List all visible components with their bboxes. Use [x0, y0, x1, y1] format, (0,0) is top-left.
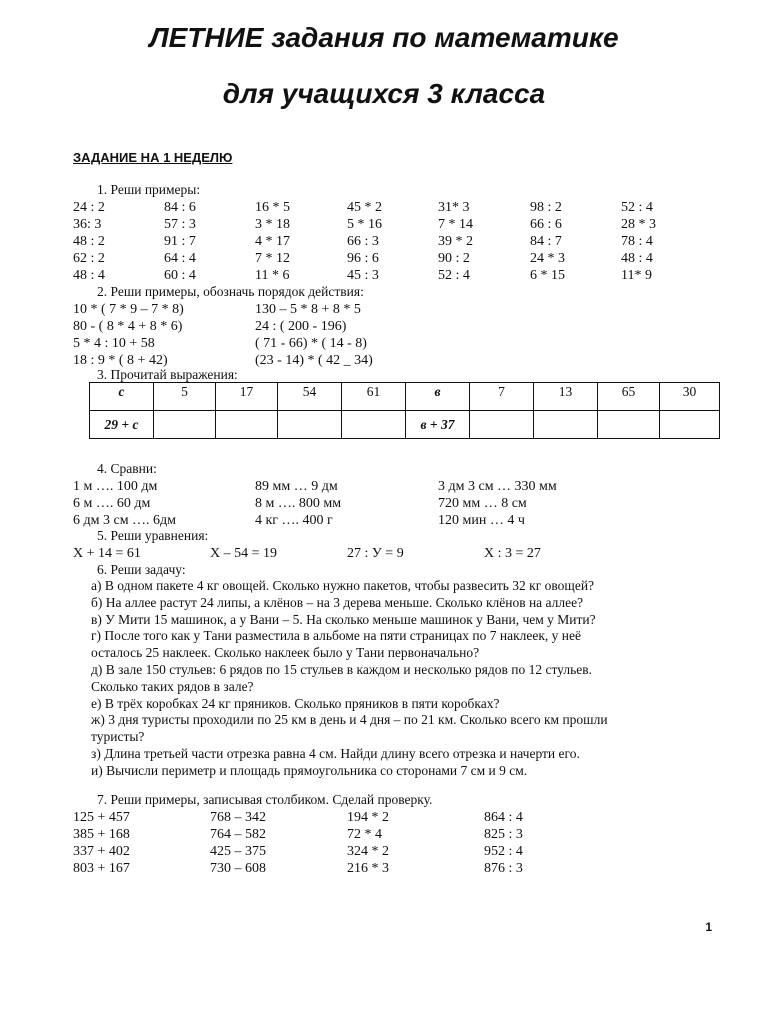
example-cell: 24 * 3: [530, 251, 565, 266]
exercise-7-heading: 7. Реши примеры, записывая столбиком. Сделай проверку.: [97, 792, 433, 807]
example-cell: 98 : 2: [530, 200, 562, 215]
result-cell: [598, 411, 660, 439]
column-example-cell: 324 * 2: [347, 844, 389, 859]
equation-cell: Х : 3 = 27: [484, 546, 541, 561]
page-title: ЛЕТНИЕ задания по математике: [149, 22, 619, 53]
column-example-cell: 337 + 402: [73, 844, 130, 859]
value-text: 17: [239, 384, 254, 399]
task-line: осталось 25 наклеек. Сколько наклеек было у Тани первоначально?: [91, 645, 480, 661]
comparison-cell: 4 кг …. 400 г: [255, 513, 333, 528]
value-text: 7: [498, 384, 505, 399]
example-cell: 39 * 2: [438, 234, 473, 249]
equation-cell: Х + 14 = 61: [73, 546, 141, 561]
exercise-2-heading: 2. Реши примеры, обозначь порядок действия:: [97, 284, 364, 299]
task-line: в) У Мити 15 машинок, а у Вани – 5. На сколько меньше машинок у Вани, чем у Мити?: [91, 611, 596, 627]
expression-cell: ( 71 - 66) * ( 14 - 8): [255, 336, 367, 351]
column-example-cell: 385 + 168: [73, 827, 130, 842]
result-cell: [154, 411, 216, 439]
value-cell: [660, 383, 720, 411]
value-text: 61: [366, 384, 381, 399]
value-cell: [342, 383, 406, 411]
exercise-6-heading: 6. Реши задачу:: [97, 562, 186, 577]
exercise-1-heading: 1. Реши примеры:: [97, 182, 201, 197]
comparison-cell: 89 мм … 9 дм: [255, 479, 338, 494]
expression-table-values-row: [90, 383, 720, 411]
column-example-cell: 730 – 608: [210, 861, 266, 876]
example-cell: 16 * 5: [255, 200, 290, 215]
example-cell: 66 : 6: [530, 217, 562, 232]
column-example-cell: 72 * 4: [347, 827, 382, 842]
example-cell: 91 : 7: [164, 234, 196, 249]
example-cell: 48 : 2: [73, 234, 105, 249]
example-cell: 5 * 16: [347, 217, 382, 232]
example-cell: 78 : 4: [621, 234, 653, 249]
example-cell: 60 : 4: [164, 268, 196, 283]
comparison-cell: 8 м …. 800 мм: [255, 496, 342, 511]
value-cell: [154, 383, 216, 411]
result-cell: [342, 411, 406, 439]
example-cell: 11* 9: [621, 268, 652, 283]
task-line: ж) 3 дня туристы проходили по 25 км в день и 4 дня – по 21 км. Сколько всего км прошли: [91, 712, 608, 728]
expression-cell: 18 : 9 * ( 8 + 42): [73, 353, 168, 368]
task-line: г) После того как у Тани разместила в альбоме на пяти страницах по 7 наклеек, у неё: [91, 628, 581, 644]
task-line: а) В одном пакете 4 кг овощей. Сколько нужно пакетов, чтобы развесить 32 кг овощей?: [91, 578, 595, 593]
column-example-cell: 125 + 457: [73, 810, 130, 825]
task-line: д) В зале 150 стульев: 6 рядов по 15 стульев в каждом и несколько рядов по 12 стульев.: [91, 662, 592, 677]
result-text: 29 + с: [104, 417, 139, 432]
example-cell: 3 * 18: [255, 217, 290, 232]
example-cell: 28 * 3: [621, 217, 656, 232]
value-text: в: [434, 384, 441, 399]
comparison-cell: 120 мин … 4 ч: [438, 513, 525, 528]
example-cell: 64 : 4: [164, 251, 196, 266]
example-cell: 52 : 4: [621, 200, 653, 215]
comparison-cell: 720 мм … 8 см: [438, 496, 527, 511]
result-cell: [278, 411, 342, 439]
example-cell: 45 : 3: [347, 268, 379, 283]
value-text: 54: [302, 384, 317, 399]
column-example-cell: 425 – 375: [210, 844, 266, 859]
expression-cell: (23 - 14) * ( 42 _ 34): [255, 353, 373, 368]
example-cell: 96 : 6: [347, 251, 379, 266]
expression-cell: 5 * 4 : 10 + 58: [73, 336, 155, 351]
value-text: 30: [682, 384, 697, 399]
value-cell: [406, 383, 470, 411]
example-cell: 31* 3: [438, 200, 470, 215]
equation-cell: Х – 54 = 19: [210, 546, 278, 561]
week-heading: ЗАДАНИЕ НА 1 НЕДЕЛЮ: [73, 150, 233, 165]
example-cell: 48 : 4: [73, 268, 105, 283]
result-text: в + 37: [420, 417, 455, 432]
example-cell: 48 : 4: [621, 251, 653, 266]
page-number: 1: [705, 920, 712, 934]
expression-table-results-row: [90, 411, 720, 439]
value-cell: [278, 383, 342, 411]
result-cell: [470, 411, 534, 439]
exercise-5-heading: 5. Реши уравнения:: [97, 528, 209, 543]
task-line: е) В трёх коробках 24 кг пряников. Сколько пряников в пяти коробках?: [91, 695, 500, 711]
value-text: 65: [621, 384, 636, 399]
expression-cell: 80 - ( 8 * 4 + 8 * 6): [73, 319, 183, 334]
example-cell: 6 * 15: [530, 268, 565, 283]
column-example-cell: 952 : 4: [484, 844, 523, 859]
column-example-cell: 825 : 3: [484, 827, 523, 842]
example-cell: 52 : 4: [438, 268, 470, 283]
column-example-cell: 864 : 4: [484, 810, 523, 825]
column-example-cell: 764 – 582: [210, 827, 266, 842]
expression-cell: 10 * ( 7 * 9 – 7 * 8): [73, 302, 184, 317]
value-text: 5: [181, 384, 188, 399]
example-cell: 7 * 14: [438, 217, 473, 232]
column-example-cell: 216 * 3: [347, 861, 389, 876]
value-cell: [90, 383, 154, 411]
value-cell: [598, 383, 660, 411]
column-example-cell: 876 : 3: [484, 861, 523, 876]
equation-cell: 27 : У = 9: [347, 546, 404, 561]
task-line: з) Длина третьей части отрезка равна 4 см. Найди длину всего отрезка и начерти его.: [91, 746, 580, 761]
expression-table: [89, 382, 720, 439]
task-line: и) Вычисли периметр и площадь прямоугольника со сторонами 7 см и 9 см.: [91, 762, 528, 778]
example-cell: 36: 3: [73, 217, 102, 232]
page-subtitle: для учащихся 3 класса: [222, 78, 546, 109]
example-cell: 84 : 6: [164, 200, 196, 215]
exercise-4-heading: 4. Сравни:: [97, 461, 157, 476]
example-cell: 11 * 6: [255, 268, 290, 283]
value-text: с: [118, 384, 125, 399]
example-cell: 90 : 2: [438, 251, 470, 266]
example-cell: 62 : 2: [73, 251, 105, 266]
example-cell: 84 : 7: [530, 234, 562, 249]
value-text: 13: [558, 384, 573, 399]
column-example-cell: 803 + 167: [73, 861, 130, 876]
result-cell: [660, 411, 720, 439]
task-line: Сколько таких рядов в зале?: [91, 678, 254, 694]
column-example-cell: 194 * 2: [347, 810, 389, 825]
example-cell: 7 * 12: [255, 251, 290, 266]
value-cell: [216, 383, 278, 411]
example-cell: 4 * 17: [255, 234, 290, 249]
comparison-cell: 1 м …. 100 дм: [73, 479, 158, 494]
task-line: туристы?: [91, 729, 145, 745]
comparison-cell: 3 дм 3 см … 330 мм: [438, 479, 557, 494]
exercise-3-heading: 3. Прочитай выражения:: [97, 367, 238, 382]
expression-cell: 130 – 5 * 8 + 8 * 5: [255, 302, 361, 317]
example-cell: 45 * 2: [347, 200, 382, 215]
task-line: б) На аллее растут 24 липы, а клёнов – на 3 дерева меньше. Сколько клёнов на аллее?: [91, 594, 584, 610]
comparison-cell: 6 м …. 60 дм: [73, 496, 151, 511]
comparison-cell: 6 дм 3 см …. 6дм: [73, 513, 177, 528]
column-example-cell: 768 – 342: [210, 810, 266, 825]
value-cell: [534, 383, 598, 411]
value-cell: [470, 383, 534, 411]
result-cell: [534, 411, 598, 439]
example-cell: 24 : 2: [73, 200, 105, 215]
example-cell: 57 : 3: [164, 217, 196, 232]
result-cell: [90, 411, 154, 439]
result-cell: [406, 411, 470, 439]
result-cell: [216, 411, 278, 439]
expression-cell: 24 : ( 200 - 196): [255, 319, 347, 334]
example-cell: 66 : 3: [347, 234, 379, 249]
